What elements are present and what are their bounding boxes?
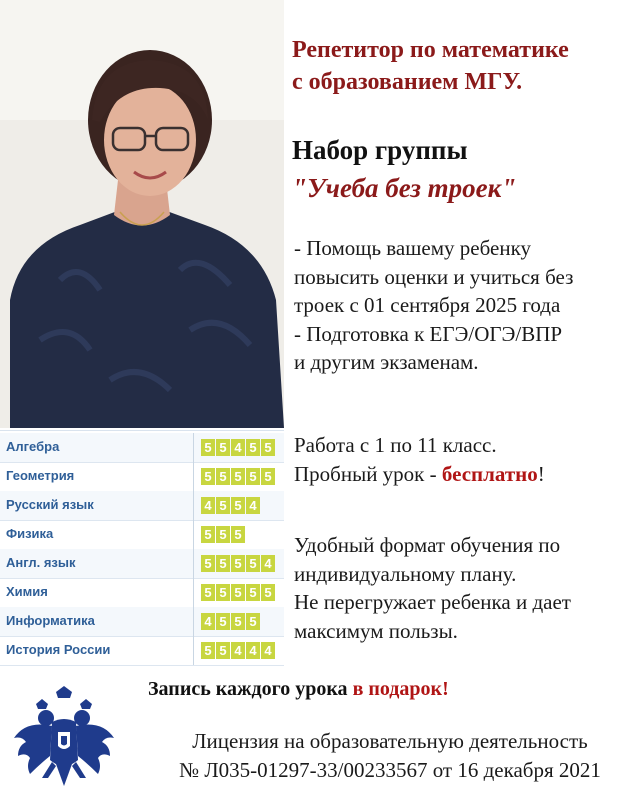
column-divider [193, 549, 194, 578]
grade-mark: 5 [216, 439, 230, 456]
grade-mark: 5 [246, 439, 260, 456]
text-line: - Помощь вашему ребенку [294, 236, 531, 260]
license-block [140, 727, 640, 785]
grade-mark: 5 [201, 439, 215, 456]
marks-list [201, 584, 275, 601]
grade-row [0, 491, 284, 521]
subject-name: Физика [6, 526, 54, 541]
grade-row [0, 636, 284, 666]
grade-mark: 5 [246, 555, 260, 572]
text-line: Удобный формат обучения по [294, 533, 561, 557]
grade-mark: 5 [231, 555, 245, 572]
group-heading-text: Набор группы [292, 135, 468, 165]
grade-mark: 4 [201, 497, 215, 514]
title-line: с образованием МГУ. [292, 69, 523, 95]
grade-mark: 5 [201, 468, 215, 485]
grade-mark: 5 [231, 468, 245, 485]
marks-list [201, 642, 275, 659]
grade-mark: 4 [231, 642, 245, 659]
column-divider [193, 462, 194, 491]
trial-free: бесплатно [441, 461, 538, 486]
text-line: троек с 01 сентября 2025 года [294, 293, 561, 317]
grade-mark: 5 [216, 526, 230, 543]
text-line: Не перегружает ребенка и дает [294, 590, 571, 614]
trial-suffix: ! [537, 461, 545, 486]
group-name: "Учеба без троек" [292, 173, 517, 203]
grade-mark: 5 [246, 584, 260, 601]
grade-mark: 5 [216, 555, 230, 572]
column-divider [193, 433, 194, 462]
grade-mark: 5 [231, 613, 245, 630]
text-line: максимум пользы. [294, 618, 458, 643]
text-line: Работа с 1 по 11 класс. [294, 433, 497, 457]
grade-row [0, 607, 284, 637]
grade-mark: 5 [216, 613, 230, 630]
grade-mark: 5 [261, 584, 275, 601]
tutor-portrait [0, 0, 284, 428]
subject-name: Геометрия [6, 468, 75, 483]
marks-list [201, 555, 275, 572]
grade-mark: 4 [231, 439, 245, 456]
grade-row [0, 578, 284, 608]
subject-name: Химия [6, 584, 48, 599]
group-heading [292, 131, 637, 207]
marks-list [201, 497, 260, 514]
text-line: повысить оценки и учиться без [294, 264, 574, 289]
license-number: № Л035-01297-33/00233567 от 16 декабря 2021 [179, 758, 601, 782]
double-headed-eagle-icon [12, 686, 116, 796]
grade-row [0, 462, 284, 492]
grade-mark: 5 [246, 613, 260, 630]
help-paragraph [294, 234, 634, 377]
subject-name: Русский язык [6, 497, 94, 512]
gift-prefix: Запись каждого урока [148, 678, 353, 700]
grade-mark: 5 [216, 468, 230, 485]
gift-highlight: в подарок! [352, 678, 449, 700]
grade-mark: 5 [246, 468, 260, 485]
grade-mark: 5 [231, 497, 245, 514]
text-line: - Подготовка к ЕГЭ/ОГЭ/ВПР [294, 321, 563, 346]
subject-name: История России [6, 642, 111, 657]
grade-mark: 4 [201, 613, 215, 630]
trial-line [294, 460, 634, 489]
subject-name: Англ. язык [6, 555, 76, 570]
classes-paragraph [294, 431, 634, 488]
grade-row [0, 549, 284, 579]
grade-row [0, 520, 284, 550]
column-divider [193, 578, 194, 607]
text-line: индивидуальному плану. [294, 561, 517, 586]
format-paragraph [294, 531, 634, 645]
grade-mark: 5 [261, 468, 275, 485]
license-line: Лицензия на образовательную деятельность [192, 729, 588, 753]
marks-list [201, 526, 245, 543]
column-divider [193, 607, 194, 636]
marks-list [201, 613, 260, 630]
column-divider [193, 636, 194, 665]
grade-row [0, 433, 284, 463]
trial-prefix: Пробный урок - [294, 461, 442, 486]
text-line: и другим экзаменам. [294, 350, 479, 374]
grade-mark: 4 [246, 497, 260, 514]
subject-name: Информатика [6, 613, 95, 628]
grade-mark: 5 [201, 584, 215, 601]
gift-line [148, 678, 449, 701]
grade-mark: 5 [201, 526, 215, 543]
grade-mark: 5 [261, 439, 275, 456]
page-title [292, 34, 637, 98]
grade-mark: 4 [261, 555, 275, 572]
grades-table [0, 430, 284, 667]
grade-mark: 5 [216, 642, 230, 659]
marks-list [201, 439, 275, 456]
grade-mark: 5 [201, 642, 215, 659]
subject-name: Алгебра [6, 439, 60, 454]
grade-mark: 5 [216, 497, 230, 514]
tutor-photo [0, 0, 284, 428]
grade-mark: 5 [231, 526, 245, 543]
grade-mark: 5 [216, 584, 230, 601]
column-divider [193, 520, 194, 549]
grade-mark: 4 [261, 642, 275, 659]
title-line: Репетитор по математике [292, 37, 569, 63]
grade-mark: 5 [201, 555, 215, 572]
marks-list [201, 468, 275, 485]
column-divider [193, 491, 194, 520]
grade-mark: 4 [246, 642, 260, 659]
grade-mark: 5 [231, 584, 245, 601]
